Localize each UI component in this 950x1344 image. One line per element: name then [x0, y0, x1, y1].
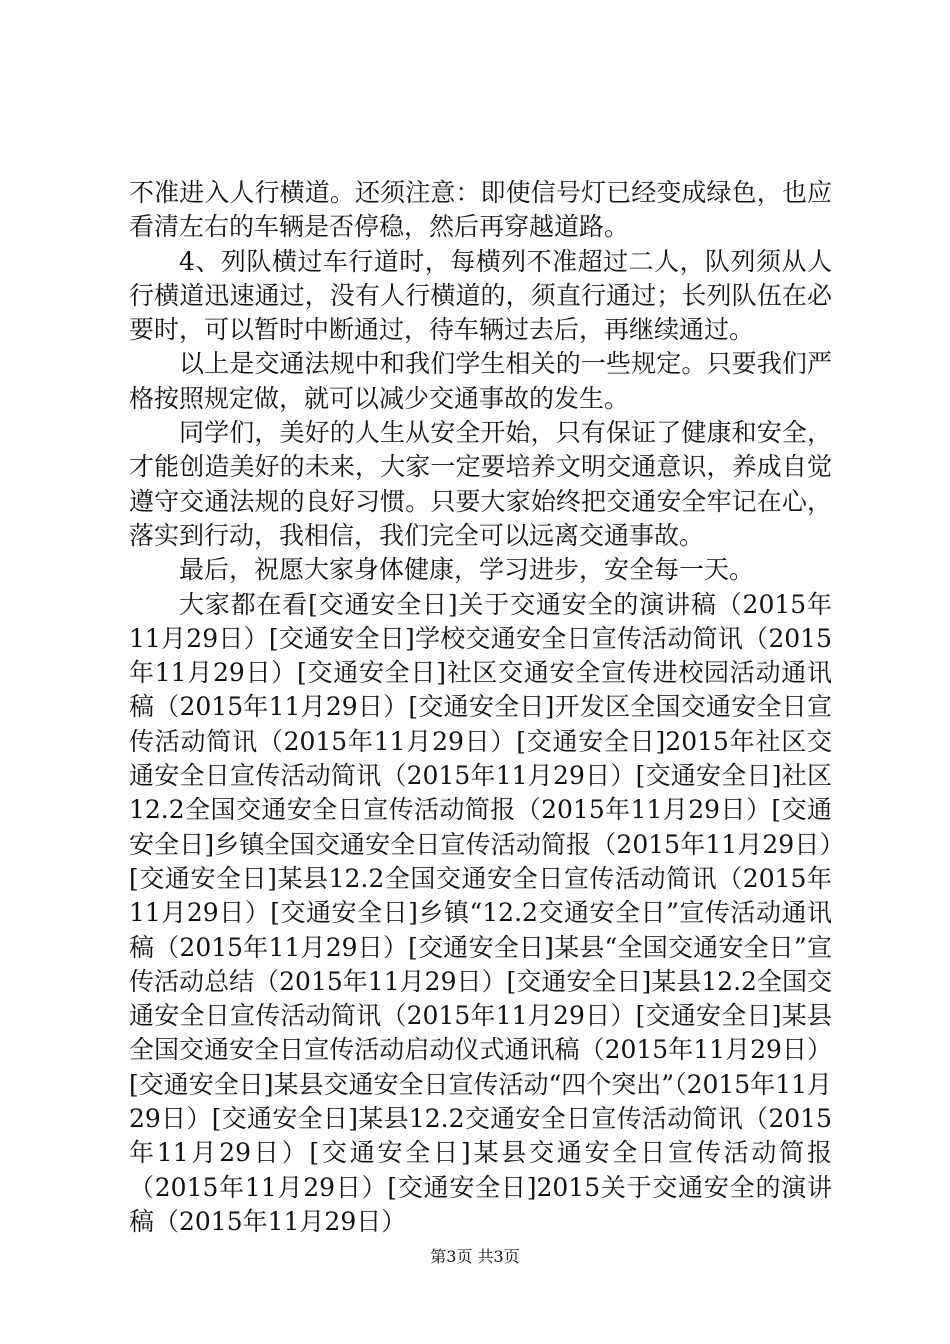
paragraph-continuation: 不准进入人行横道。还须注意：即使信号灯已经变成绿色，也应看清左右的车辆是否停稳，然后再穿越道路。 — [129, 178, 832, 242]
paragraph-summary: 以上是交通法规中和我们学生相关的一些规定。只要我们严格按照规定做，就可以减少交通事故的发生。 — [129, 349, 832, 413]
paragraph-rule-4: 4、列队横过车行道时，每横列不准超过二人，队列须从人行横道迅速通过，没有人行横道的，须直行通过；长列队伍在必要时，可以暂时中断通过，待车辆过去后，再继续通过。 — [129, 246, 832, 345]
page-number-footer: 第3页 共3页 — [430, 1247, 520, 1266]
document-body — [129, 176, 832, 1239]
paragraph-closing: 最后，祝愿大家身体健康，学习进步，安全每一天。 — [179, 555, 755, 585]
paragraph-appeal: 同学们，美好的人生从安全开始，只有保证了健康和安全，才能创造美好的未来，大家一定要培养文明交通意识，养成自觉遵守交通法规的良好习惯。只要大家始终把交通安全牢记在心，落实到行动，我相信，我们完全可以远离交通事故。 — [129, 418, 832, 550]
paragraph-related-list: 大家都在看[交通安全日]关于交通安全的演讲稿（2015年11月29日）[交通安全日]学校交通安全日宣传活动简讯（2015年11月29日）[交通安全日]社区交通安全宣传进校园活动通讯稿（2015年11月29日）[交通安全日]开发区全国交通安全日宣传活动简讯（2015年11月29日）[交通安全日]2015年社区交通安全日宣传活动简讯（2015年11月29日）[交通安全日]社区12.2全国交通安全日宣传活动简报（2015年11月29日）[交通安全日]乡镇全国交通安全日宣传活动简报（2015年11月29日）[交通安全日]某县12.2全国交通安全日宣传活动简讯（2015年11月29日）[交通安全日]乡镇“12.2交通安全日”宣传活动通讯稿（2015年11月29日）[交通安全日]某县“全国交通安全日”宣传活动总结（2015年11月29日）[交通安全日]某县12.2全国交通安全日宣传活动简讯（2015年11月29日）[交通安全日]某县全国交通安全日宣传活动启动仪式通讯稿（2015年11月29日）[交通安全日]某县交通安全日宣传活动“四个突出”（2015年11月29日）[交通安全日]某县12.2交通安全日宣传活动简讯（2015年11月29日）[交通安全日]某县交通安全日宣传活动简报（2015年11月29日）[交通安全日]2015关于交通安全的演讲稿（2015年11月29日） — [129, 589, 833, 1236]
